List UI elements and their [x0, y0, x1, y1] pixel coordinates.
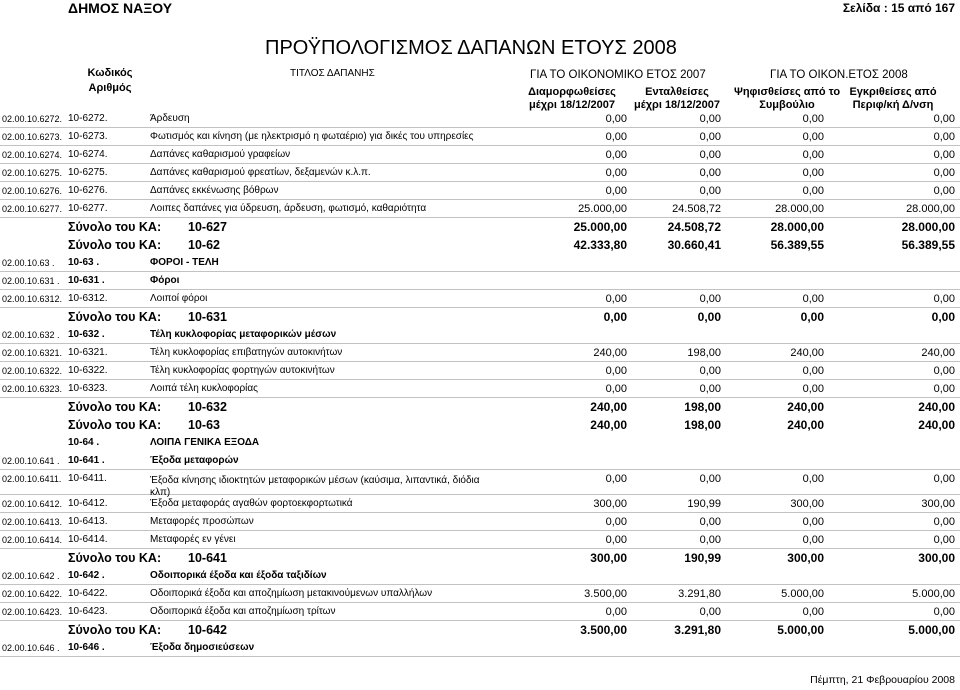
table-row: [0, 164, 960, 182]
expense-number: 10-631: [188, 310, 227, 324]
approved-header-line1: Εγκριθείσες από: [849, 86, 937, 98]
account-code: 02.00.10.6276.: [2, 186, 63, 196]
amount-formed-2007: 0,00: [605, 516, 627, 528]
expense-number: 10-6273.: [68, 131, 108, 142]
amount-approved-2008: 0,00: [933, 473, 955, 485]
amount-voted-2008: 5.000,00: [777, 623, 824, 637]
amount-paid-2007: 30.660,41: [667, 238, 721, 252]
expense-number: 10-6411.: [68, 473, 107, 484]
amount-voted-2008: 0,00: [802, 606, 824, 618]
amount-paid-2007: 3.291,80: [678, 588, 721, 600]
section-heading-row: [0, 254, 960, 272]
expense-number: 10-6274.: [68, 149, 108, 160]
expense-title: Τέλη κυκλοφορίας μεταφορικών μέσων: [150, 329, 337, 340]
amount-paid-2007: 0,00: [697, 310, 721, 324]
amount-approved-2008: 56.389,55: [901, 238, 955, 252]
total-label: Σύνολο του ΚΑ:: [68, 400, 162, 414]
amount-approved-2008: 0,00: [933, 185, 955, 197]
amount-paid-2007: 0,00: [699, 606, 721, 618]
municipality-name: ΔΗΜΟΣ ΝΑΞΟΥ: [68, 0, 173, 16]
table-row: [0, 495, 960, 513]
amount-paid-2007: 24.508,72: [667, 220, 721, 234]
code-header-line2: Αριθμός: [88, 82, 132, 94]
expense-title: Οδοιπορικά έξοδα και αποζημίωση τρίτων: [150, 606, 336, 617]
group-heading-row: [0, 434, 960, 452]
amount-formed-2007: 0,00: [605, 167, 627, 179]
voted-header-line2: Συμβούλιο: [759, 99, 815, 111]
expense-title: Άρδευση: [150, 113, 190, 124]
total-row: [0, 218, 960, 236]
amount-formed-2007: 3.500,00: [584, 588, 627, 600]
account-code: 02.00.10.6414.: [2, 535, 63, 545]
amount-approved-2008: 0,00: [933, 534, 955, 546]
amount-voted-2008: 300,00: [790, 498, 824, 510]
approved-column-header: [835, 86, 951, 112]
expense-number: 10-6422.: [68, 588, 108, 599]
expense-title: Μεταφορές προσώπων: [150, 516, 254, 527]
amount-approved-2008: 0,00: [933, 516, 955, 528]
total-label: Σύνολο του ΚΑ:: [68, 418, 162, 432]
account-code: 02.00.10.642 .: [2, 571, 60, 581]
amount-approved-2008: 0,00: [933, 606, 955, 618]
amount-formed-2007: 0,00: [603, 310, 627, 324]
account-code: 02.00.10.6423.: [2, 607, 63, 617]
table-row: [0, 380, 960, 398]
amount-paid-2007: 0,00: [699, 185, 721, 197]
table-row: [0, 585, 960, 603]
table-row: [0, 470, 960, 498]
section-heading-row: [0, 639, 960, 657]
amount-formed-2007: 0,00: [605, 113, 627, 125]
expense-title: Έξοδα μεταφοράς αγαθών φορτοεκφορτωτικά: [150, 498, 353, 509]
amount-formed-2007: 0,00: [605, 149, 627, 161]
footer-date: Πέμπτη, 21 Φεβρουαρίου 2008: [810, 674, 955, 686]
amount-approved-2008: 0,00: [933, 167, 955, 179]
account-code: 02.00.10.646 .: [2, 643, 60, 653]
amount-approved-2008: 5.000,00: [912, 588, 955, 600]
amount-formed-2007: 0,00: [605, 365, 627, 377]
account-code: 02.00.10.6412.: [2, 499, 63, 509]
expense-title: ΦΟΡΟΙ - ΤΕΛΗ: [150, 257, 219, 268]
amount-paid-2007: 198,00: [684, 418, 721, 432]
amount-paid-2007: 0,00: [699, 149, 721, 161]
formed-header-line2: μέχρι 18/12/2007: [529, 99, 615, 111]
amount-approved-2008: 0,00: [931, 310, 955, 324]
account-code: 02.00.10.641 .: [2, 456, 60, 466]
amount-paid-2007: 0,00: [699, 113, 721, 125]
expense-number: 10-642 .: [68, 570, 105, 581]
amount-formed-2007: 42.333,80: [573, 238, 627, 252]
section-heading-row: [0, 567, 960, 585]
table-row: [0, 513, 960, 531]
amount-formed-2007: 25.000,00: [573, 220, 627, 234]
amount-formed-2007: 0,00: [605, 293, 627, 305]
amount-paid-2007: 198,00: [687, 347, 721, 359]
account-code: 02.00.10.6312.: [2, 294, 63, 304]
expense-number: 10-6272.: [68, 113, 108, 124]
amount-approved-2008: 240,00: [918, 418, 955, 432]
amount-formed-2007: 240,00: [590, 400, 627, 414]
table-row: [0, 110, 960, 128]
amount-formed-2007: 240,00: [593, 347, 627, 359]
amount-formed-2007: 0,00: [605, 131, 627, 143]
amount-formed-2007: 300,00: [590, 551, 627, 565]
amount-approved-2008: 0,00: [933, 293, 955, 305]
total-label: Σύνολο του ΚΑ:: [68, 220, 162, 234]
expense-title: Λοιπες δαπάνες για ύδρευση, άρδευση, φωτισμό, καθαριότητα: [150, 203, 427, 214]
expense-title: Οδοιπορικά έξοδα και αποζημίωση μετακινούμενων υπαλλήλων: [150, 588, 433, 599]
account-code: 02.00.10.631 .: [2, 276, 60, 286]
paid-column-header: [619, 86, 735, 112]
amount-approved-2008: 240,00: [918, 400, 955, 414]
amount-paid-2007: 0,00: [699, 131, 721, 143]
expense-number: 10-6412.: [68, 498, 108, 509]
amount-approved-2008: 28.000,00: [906, 203, 955, 215]
expense-number: 10-63 .: [68, 257, 100, 268]
expense-table: [0, 110, 960, 657]
voted-column-header: [729, 86, 845, 112]
paid-header-line1: Ενταλθείσες: [645, 86, 709, 98]
amount-approved-2008: 240,00: [921, 347, 955, 359]
amount-approved-2008: 0,00: [933, 113, 955, 125]
amount-voted-2008: 0,00: [802, 167, 824, 179]
fiscal-year-2008-header: ΓΙΑ ΤΟ ΟΙΚΟΝ.ΕΤΟΣ 2008: [770, 69, 908, 81]
fiscal-year-2007-header: ΓΙΑ ΤΟ ΟΙΚΟΝΟΜΙΚΟ ΕΤΟΣ 2007: [530, 69, 706, 81]
amount-formed-2007: 3.500,00: [580, 623, 627, 637]
total-row: [0, 549, 960, 567]
expense-title: Λοιποί φόροι: [150, 293, 208, 304]
approved-header-line2: Περιφ/κή Δ/νση: [852, 99, 934, 111]
table-row: [0, 182, 960, 200]
voted-header-line1: Ψηφισθείσες από το: [733, 86, 841, 98]
expense-number: 10-632 .: [68, 329, 105, 340]
amount-voted-2008: 0,00: [802, 383, 824, 395]
amount-paid-2007: 0,00: [699, 534, 721, 546]
total-label: Σύνολο του ΚΑ:: [68, 310, 162, 324]
expense-title: Δαπάνες καθαρισμού γραφείων: [150, 149, 291, 160]
expense-title: Λοιπά τέλη κυκλοφορίας: [150, 383, 258, 394]
expense-number: 10-6323.: [68, 383, 108, 394]
expense-number: 10-6275.: [68, 167, 108, 178]
expense-number: 10-62: [188, 238, 220, 252]
amount-paid-2007: 0,00: [699, 516, 721, 528]
expense-number: 10-6277.: [68, 203, 108, 214]
total-row: [0, 621, 960, 639]
expense-title: ΛΟΙΠΑ ΓΕΝΙΚΑ ΕΞΟΔΑ: [150, 437, 260, 448]
amount-paid-2007: 24.508,72: [672, 203, 721, 215]
expense-number: 10-6276.: [68, 185, 108, 196]
amount-voted-2008: 0,00: [802, 516, 824, 528]
total-row: [0, 236, 960, 254]
expense-title: Έξοδα δημοσιεύσεων: [150, 642, 255, 653]
amount-formed-2007: 25.000,00: [578, 203, 627, 215]
amount-voted-2008: 0,00: [802, 534, 824, 546]
account-code: 02.00.10.6322.: [2, 366, 63, 376]
title-column-header: ΤΙΤΛΟΣ ΔΑΠΑΝΗΣ: [290, 68, 375, 79]
amount-approved-2008: 300,00: [921, 498, 955, 510]
amount-paid-2007: 190,99: [684, 551, 721, 565]
amount-paid-2007: 0,00: [699, 293, 721, 305]
amount-formed-2007: 300,00: [593, 498, 627, 510]
section-heading-row: [0, 272, 960, 290]
amount-paid-2007: 0,00: [699, 365, 721, 377]
account-code: 02.00.10.6272.: [2, 114, 63, 124]
amount-voted-2008: 0,00: [802, 131, 824, 143]
amount-voted-2008: 300,00: [787, 551, 824, 565]
account-code: 02.00.10.632 .: [2, 330, 60, 340]
section-heading-row: [0, 326, 960, 344]
account-code: 02.00.10.6323.: [2, 384, 63, 394]
table-row: [0, 344, 960, 362]
expense-number: 10-6312.: [68, 293, 108, 304]
expense-number: 10-632: [188, 400, 227, 414]
code-column-header: [60, 66, 160, 96]
expense-number: 10-627: [188, 220, 227, 234]
code-header-line1: Κωδικός: [87, 67, 133, 79]
expense-number: 10-641: [188, 551, 227, 565]
table-row: [0, 290, 960, 308]
amount-formed-2007: 0,00: [605, 383, 627, 395]
amount-voted-2008: 240,00: [790, 347, 824, 359]
total-row: [0, 416, 960, 434]
expense-title: Φωτισμός και κίνηση (με ηλεκτρισμό η φωταέριο) για δικές του υπηρεσίες: [150, 131, 474, 142]
expense-number: 10-64 .: [68, 437, 100, 448]
amount-paid-2007: 0,00: [699, 167, 721, 179]
amount-paid-2007: 3.291,80: [674, 623, 721, 637]
expense-number: 10-6321.: [68, 347, 108, 358]
amount-voted-2008: 0,00: [802, 473, 824, 485]
formed-header-line1: Διαμορφωθείσες: [528, 86, 616, 98]
amount-voted-2008: 5.000,00: [781, 588, 824, 600]
amount-approved-2008: 0,00: [933, 383, 955, 395]
amount-voted-2008: 0,00: [802, 293, 824, 305]
expense-title: Δαπάνες εκκένωσης βόθρων: [150, 185, 279, 196]
paid-header-line2: μέχρι 18/12/2007: [634, 99, 720, 111]
amount-voted-2008: 0,00: [802, 113, 824, 125]
section-heading-row: [0, 452, 960, 470]
amount-voted-2008: 28.000,00: [775, 203, 824, 215]
amount-voted-2008: 240,00: [787, 418, 824, 432]
amount-voted-2008: 0,00: [800, 310, 824, 324]
table-row: [0, 200, 960, 218]
amount-voted-2008: 0,00: [802, 365, 824, 377]
expense-title: Φόροι: [150, 275, 180, 286]
account-code: 02.00.10.6411.: [2, 474, 62, 484]
amount-paid-2007: 0,00: [699, 383, 721, 395]
total-label: Σύνολο του ΚΑ:: [68, 238, 162, 252]
expense-number: 10-6414.: [68, 534, 108, 545]
expense-number: 10-646 .: [68, 642, 105, 653]
amount-approved-2008: 0,00: [933, 365, 955, 377]
amount-formed-2007: 240,00: [590, 418, 627, 432]
expense-title: Τέλη κυκλοφορίας φορτηγών αυτοκινήτων: [150, 365, 335, 376]
amount-paid-2007: 0,00: [699, 473, 721, 485]
total-row: [0, 398, 960, 416]
expense-title: Δαπάνες καθαρισμού φρεατίων, δεξαμενών κ.λ.π.: [150, 167, 371, 178]
amount-formed-2007: 0,00: [605, 606, 627, 618]
amount-voted-2008: 240,00: [787, 400, 824, 414]
amount-voted-2008: 0,00: [802, 149, 824, 161]
amount-approved-2008: 0,00: [933, 131, 955, 143]
amount-paid-2007: 198,00: [684, 400, 721, 414]
expense-number: 10-631 .: [68, 275, 105, 286]
expense-number: 10-6413.: [68, 516, 108, 527]
account-code: 02.00.10.6275.: [2, 168, 63, 178]
account-code: 02.00.10.6321.: [2, 348, 63, 358]
amount-voted-2008: 28.000,00: [770, 220, 824, 234]
expense-number: 10-6423.: [68, 606, 108, 617]
amount-paid-2007: 190,99: [687, 498, 721, 510]
expense-title: Έξοδα κίνησης ιδιοκτητών μεταφορικών μέσων (καύσιμα, λιπαντικά, διόδια κλπ): [150, 475, 480, 498]
expense-title: Τέλη κυκλοφορίας επιβατηγών αυτοκινήτων: [150, 347, 343, 358]
table-row: [0, 128, 960, 146]
amount-formed-2007: 0,00: [605, 473, 627, 485]
expense-number: 10-6322.: [68, 365, 108, 376]
table-row: [0, 603, 960, 621]
amount-voted-2008: 56.389,55: [770, 238, 824, 252]
account-code: 02.00.10.6273.: [2, 132, 63, 142]
account-code: 02.00.10.63 .: [2, 258, 55, 268]
account-code: 02.00.10.6277.: [2, 204, 63, 214]
expense-title: Μεταφορές εν γένει: [150, 534, 236, 545]
account-code: 02.00.10.6413.: [2, 517, 63, 527]
amount-approved-2008: 5.000,00: [908, 623, 955, 637]
total-label: Σύνολο του ΚΑ:: [68, 551, 162, 565]
expense-title: Οδοιπορικά έξοδα και έξοδα ταξιδίων: [150, 570, 327, 581]
table-row: [0, 146, 960, 164]
amount-approved-2008: 28.000,00: [901, 220, 955, 234]
table-row: [0, 362, 960, 380]
amount-approved-2008: 0,00: [933, 149, 955, 161]
total-row: [0, 308, 960, 326]
expense-number: 10-642: [188, 623, 227, 637]
page-title: ΠΡΟΫΠΟΛΟΓΙΣΜΟΣ ΔΑΠΑΝΩΝ ΕΤΟΥΣ 2008: [265, 37, 677, 59]
expense-number: 10-641 .: [68, 455, 105, 466]
account-code: 02.00.10.6422.: [2, 589, 63, 599]
page-number: Σελίδα : 15 από 167: [842, 1, 955, 15]
amount-formed-2007: 0,00: [605, 185, 627, 197]
amount-formed-2007: 0,00: [605, 534, 627, 546]
amount-approved-2008: 300,00: [918, 551, 955, 565]
formed-column-header: [514, 86, 630, 112]
total-label: Σύνολο του ΚΑ:: [68, 623, 162, 637]
expense-number: 10-63: [188, 418, 220, 432]
amount-voted-2008: 0,00: [802, 185, 824, 197]
expense-title: Έξοδα μεταφορών: [150, 455, 239, 466]
table-row: [0, 531, 960, 549]
account-code: 02.00.10.6274.: [2, 150, 63, 160]
